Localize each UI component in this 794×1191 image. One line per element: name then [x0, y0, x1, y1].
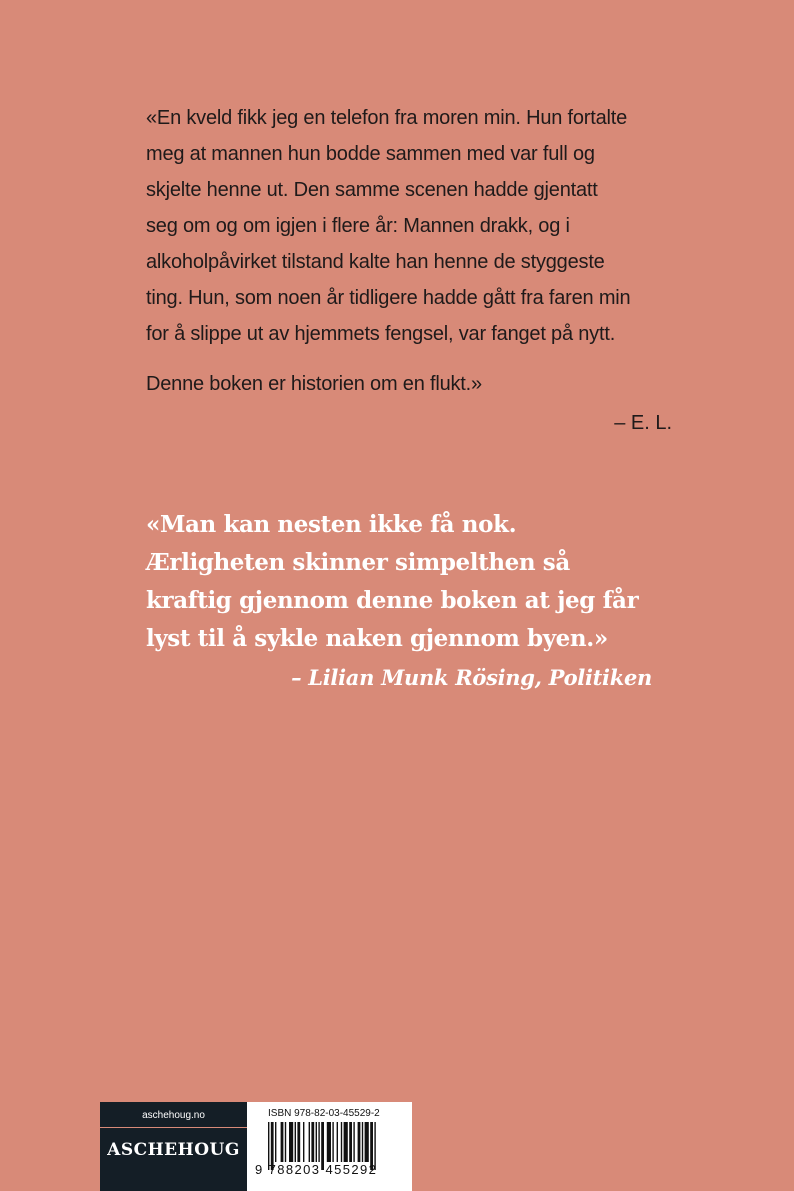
- barcode-left-group: 788203: [268, 1162, 321, 1177]
- barcode-bar: [318, 1122, 319, 1162]
- review-quote: [146, 506, 706, 658]
- barcode-bars: [247, 1102, 412, 1191]
- blurb-paragraph-2: Denne boken er historien om en flukt.»: [146, 373, 482, 395]
- publisher-block: [100, 1102, 247, 1191]
- review-line: «Man kan nesten ikke få nok.: [146, 511, 517, 538]
- barcode-bar: [349, 1122, 352, 1162]
- barcode-bar: [358, 1122, 361, 1162]
- review-line: Ærligheten skinner simpelthen så: [146, 549, 570, 576]
- blurb-line: ting. Hun, som noen år tidligere hadde gått fra faren min: [146, 287, 631, 309]
- blurb-line: «En kveld fikk jeg en telefon fra moren min. Hun fortalte: [146, 107, 628, 129]
- blurb-line: for å slippe ut av hjemmets fengsel, var fanget på nytt.: [146, 323, 616, 345]
- barcode-bar: [316, 1122, 317, 1162]
- barcode-bar: [353, 1122, 354, 1162]
- review-attribution: – Lilian Munk Rösing, Politiken: [291, 665, 652, 690]
- barcode-bar: [311, 1122, 314, 1162]
- blurb-line: skjelte henne ut. Den samme scenen hadde gjentatt: [146, 179, 598, 201]
- publisher-logo: ASCHEHOUG: [107, 1140, 240, 1160]
- barcode-block: [247, 1102, 412, 1191]
- barcode-bar: [344, 1122, 348, 1162]
- barcode-bar: [285, 1122, 286, 1162]
- blurb: [146, 100, 666, 402]
- barcode-bar: [295, 1122, 296, 1162]
- review-line: lyst til å sykle naken gjennom byen.»: [146, 625, 608, 652]
- barcode-bar: [365, 1122, 369, 1162]
- barcode-digits: [255, 1162, 377, 1177]
- barcode-bar: [289, 1122, 293, 1162]
- publisher-divider: [100, 1127, 247, 1128]
- barcode-bar: [303, 1122, 304, 1162]
- barcode-right-group: 455292: [325, 1162, 378, 1177]
- review-line: kraftig gjennom denne boken at jeg får: [146, 587, 639, 614]
- blurb-line: alkoholpåvirket tilstand kalte han henne de styggeste: [146, 251, 605, 273]
- blurb-line: meg at mannen hun bodde sammen med var full og: [146, 143, 595, 165]
- barcode-bar: [337, 1122, 338, 1162]
- blurb-paragraph-1: [146, 100, 666, 352]
- barcode-first-digit: 9: [255, 1162, 264, 1177]
- blurb-line: seg om og om igjen i flere år: Mannen drakk, og i: [146, 215, 570, 237]
- publisher-url: aschehoug.no: [142, 1110, 205, 1121]
- barcode-bar: [309, 1122, 310, 1162]
- barcode-bar: [362, 1122, 363, 1162]
- isbn-label: ISBN 978-82-03-45529-2: [268, 1108, 380, 1119]
- barcode-bar: [327, 1122, 331, 1162]
- barcode-bar: [275, 1122, 276, 1162]
- barcode-bar: [297, 1122, 300, 1162]
- barcode-bar: [341, 1122, 342, 1162]
- barcode-bar: [281, 1122, 284, 1162]
- barcode-bar: [332, 1122, 333, 1162]
- blurb-signature: – E. L.: [614, 412, 672, 434]
